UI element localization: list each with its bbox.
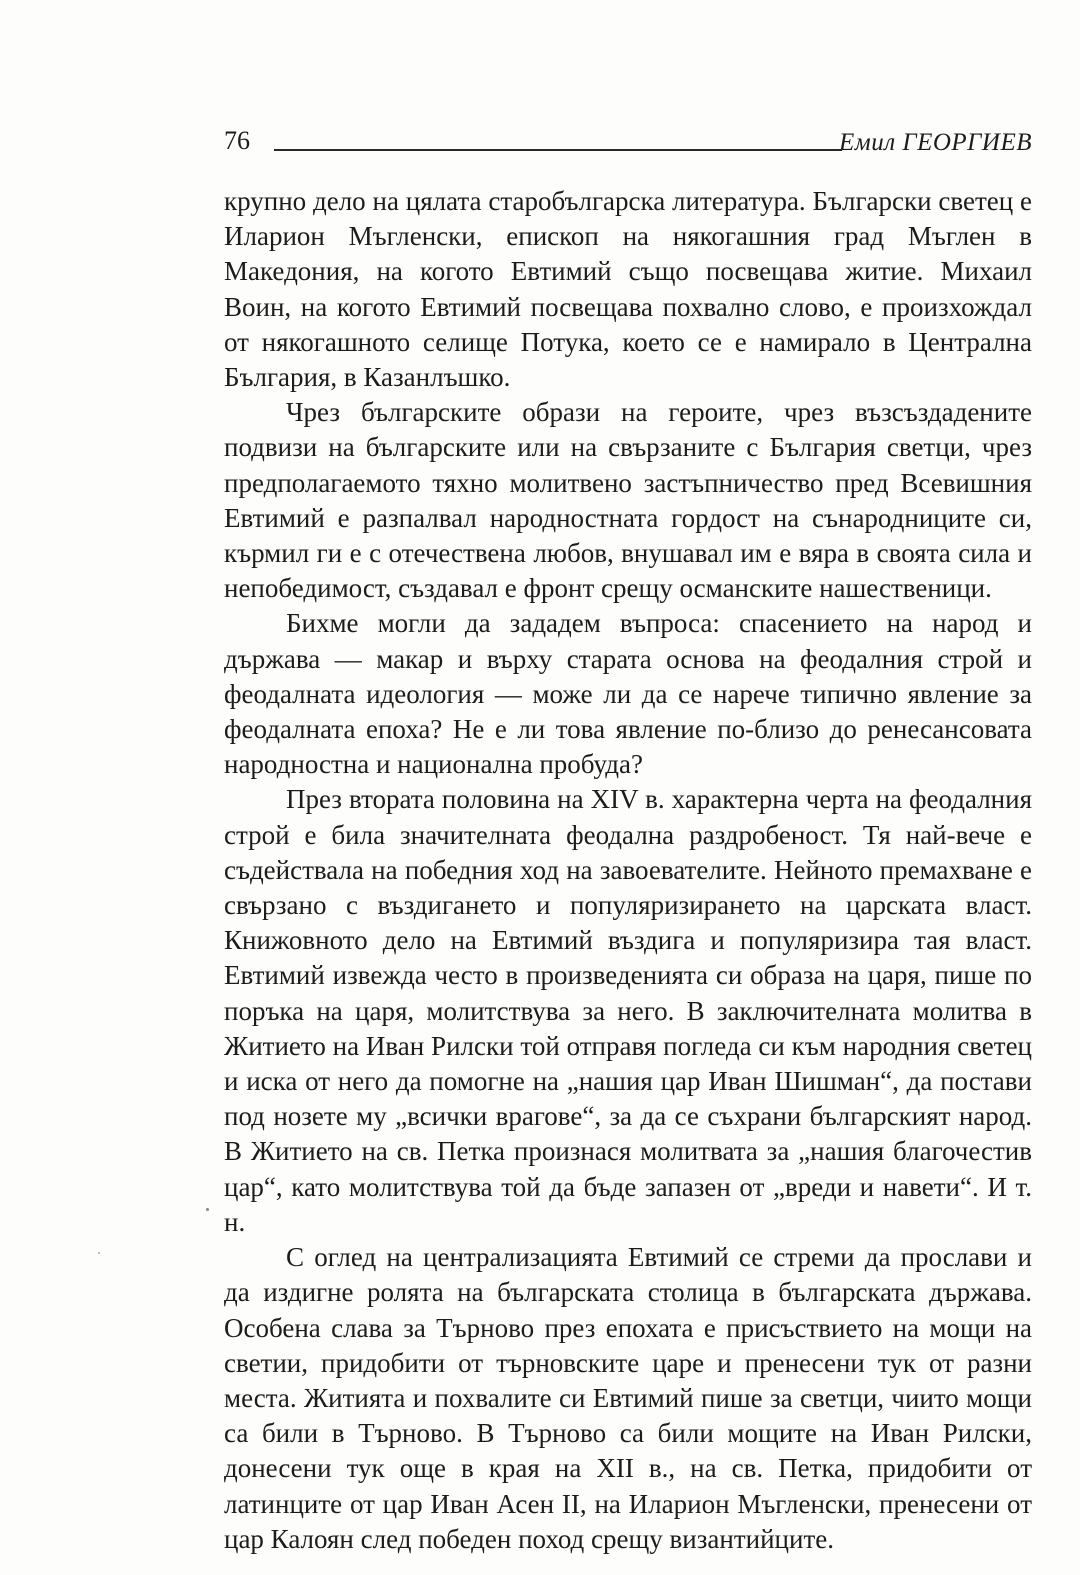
paragraph-5: С оглед на централизацията Евтимий се стреми да прослави и да издигне ролята на българската столица в българската държава. Особена слава за Търново през епохата е присъствието на мощи на светии, придобити от търновските царе и пренесени тук от разни места. Житията и похвалите си Евтимий пише за светци, чиито мощи са били в Търново. В Търново са били мощите на Иван Рилски, донесени тук още в края на XII в., на св. Петка, придобити от латинците от цар Иван Асен II, на Иларион Мъгленски, пренесени от цар Калоян след победен поход срещу византийците. xyxy=(224,1242,1032,1554)
scan-speck xyxy=(206,1208,209,1211)
running-header xyxy=(224,122,1032,162)
scan-speck xyxy=(98,1252,100,1254)
page-number: 76 xyxy=(224,126,250,155)
header-rule xyxy=(274,149,842,151)
body-text xyxy=(224,184,1032,1557)
paragraph-2: Чрез българските образи на героите, чрез възсъздадените подвизи на българските или на свързаните с България светци, чрез предполагаемото тяхно молитвено застъпничество пред Всевишния Евтимий е разпалвал народностната гордост на сънародниците си, кърмил ги е с отечествена любов, внушавал им е вяра в своята сила и непобедимост, създавал е фронт срещу османските нашественици. xyxy=(224,397,1032,604)
paragraph-4: През втората половина на XIV в. характерна черта на феодалния строй е била значителната феодална раздробеност. Тя най-вече е съдействала на победния ход на завоевателите. Нейното премахване е свързано с въздигането и популяризирането на царската власт. Книжовното дело на Евтимий въздига и популяризира тая власт. Евтимий извежда често в произведенията си образа на царя, пише по поръка на царя, молитствува за него. В заключителната молитва в Житието на Иван Рилски той отправя погледа си към народния светец и иска от него да помогне на „нашия цар Иван Шишман“, да постави под нозете му „всички врагове“, за да се съхрани българският народ. В Житието на св. Петка произнася молитвата за „нашия благочестив цар“, като молитствува той да бъде запазен от „вреди и навети“. И т. н. xyxy=(224,784,1032,1237)
paragraph-1: крупно дело на цялата старобългарска литература. Български светец е Иларион Мъгленски, епископ на някогашния град Мъглен в Македония, на когото Евтимий също посвещава житие. Михаил Воин, на когото Евтимий посвещава похвално слово, е произхождал от някогашното селище Потука, което се е намирало в Централна България, в Казанлъшко. xyxy=(224,186,1032,393)
paragraph-3: Бихме могли да зададем въпроса: спасението на народ и държава — макар и върху старата основа на феодалния строй и феодалната идеология — може ли да се нарече типично явление за феодалната епоха? Не е ли това явление по-близо до ренесансовата народностна и национална пробуда? xyxy=(224,608,1032,780)
running-head-author: Емил ГЕОРГИЕВ xyxy=(838,129,1032,156)
